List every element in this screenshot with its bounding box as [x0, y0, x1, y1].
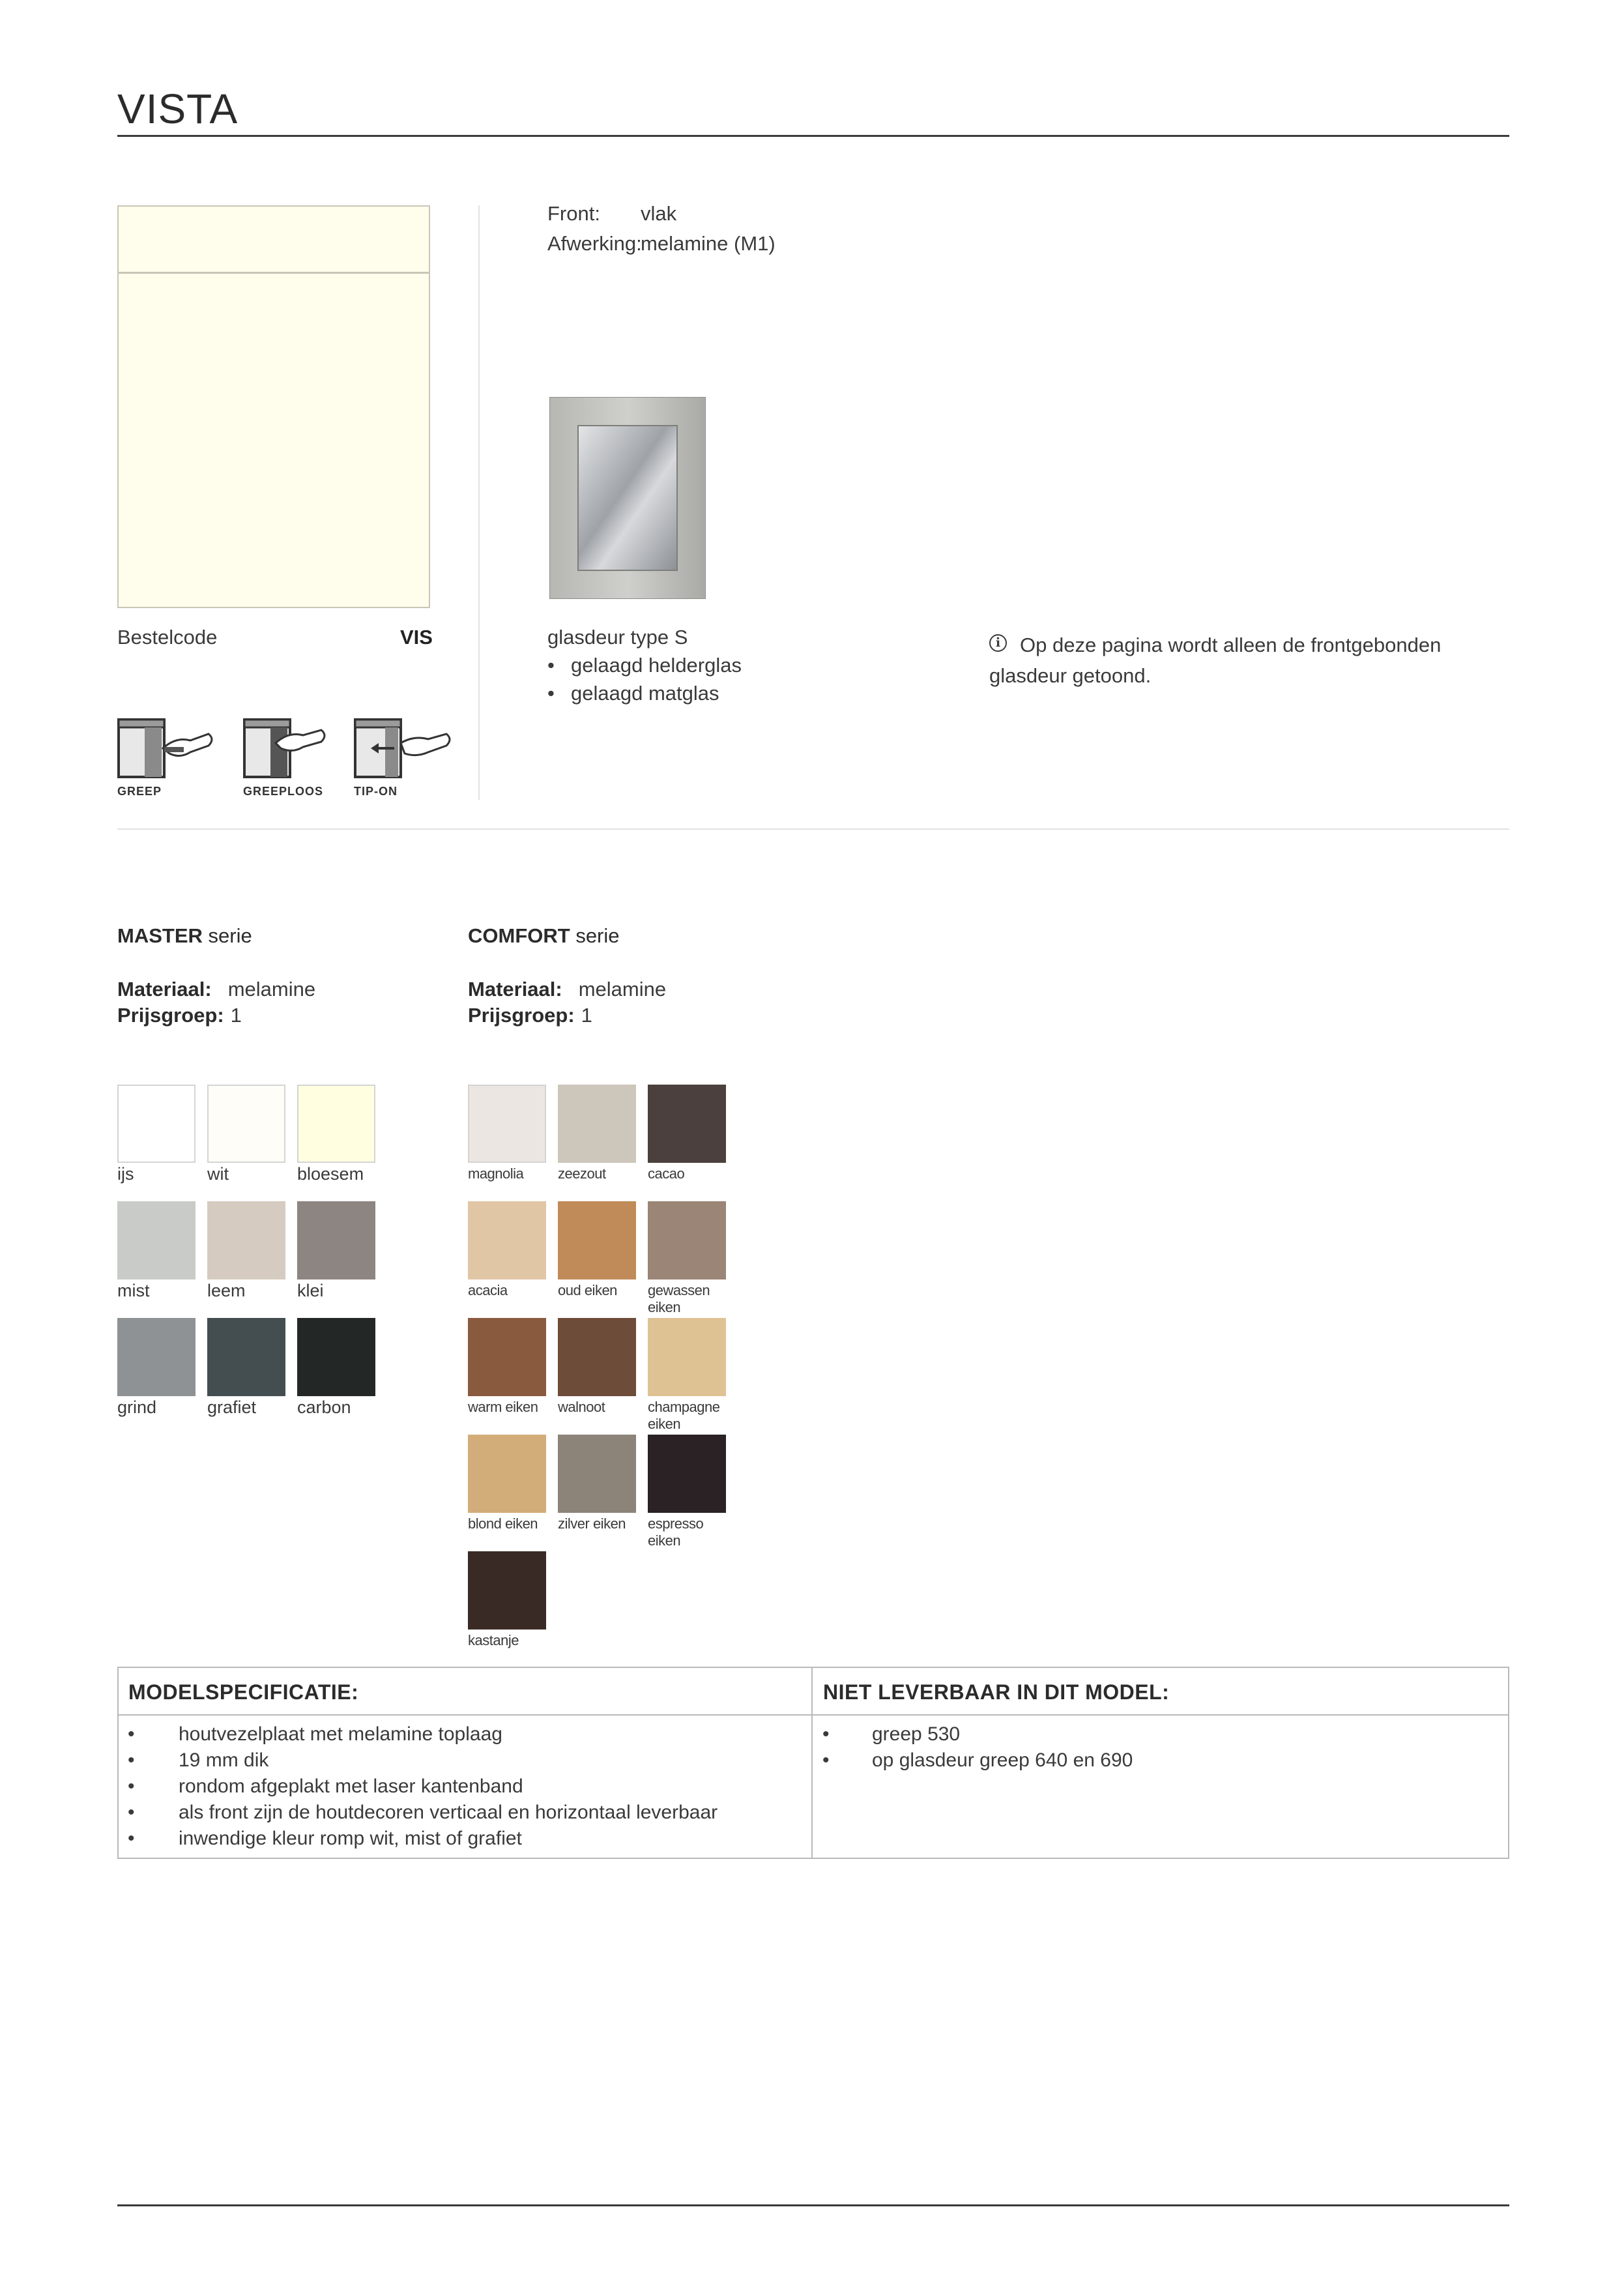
bullet: • — [128, 1802, 135, 1823]
tip-on-icon — [354, 717, 458, 795]
swatch-label: zilver eiken — [558, 1515, 626, 1532]
greep-caption: GREEP — [117, 785, 162, 798]
spec-afwerking-value: melamine (M1) — [641, 232, 776, 255]
materiaal-label: Materiaal: — [468, 978, 562, 1001]
glass-door-title: glasdeur type S — [547, 626, 688, 649]
spec-list-item — [128, 1749, 268, 1772]
spec-item-text: 19 mm dik — [179, 1749, 269, 1771]
greep-icon — [117, 717, 222, 795]
swatch-label: cacao — [648, 1165, 685, 1182]
swatch-walnoot — [558, 1318, 636, 1396]
swatch-label: acacia — [468, 1282, 508, 1298]
swatch-acacia — [468, 1201, 546, 1279]
spec-afwerking-label: Afwerking: — [547, 232, 642, 255]
swatch-mist — [117, 1201, 196, 1279]
swatch-zilver-eiken — [558, 1435, 636, 1513]
tip-on-caption: TIP-ON — [354, 785, 398, 798]
swatch-label: espresso eiken — [648, 1515, 704, 1549]
materiaal-label: Materiaal: — [117, 978, 212, 1001]
master-prijsgroep — [117, 1004, 242, 1027]
swatch-label: gewassen eiken — [648, 1282, 710, 1315]
page-title: VISTA — [117, 85, 239, 132]
greeploos-icon — [243, 717, 347, 795]
swatch-label: mist — [117, 1281, 150, 1300]
swatch-wit — [207, 1085, 285, 1163]
prijsgroep-label: Prijsgroep: — [468, 1004, 575, 1027]
serie-name: COMFORT — [468, 924, 570, 947]
spec-front-value: vlak — [641, 202, 677, 225]
swatch-label: champagne eiken — [648, 1399, 720, 1432]
bullet: • — [822, 1749, 830, 1771]
serie-name: MASTER — [117, 924, 203, 947]
bullet: • — [547, 654, 555, 677]
bestelcode-value: VIS — [400, 626, 433, 649]
bullet: • — [547, 682, 555, 705]
table-column-divider — [811, 1667, 813, 1859]
bullet: • — [822, 1723, 830, 1745]
swatch-champagne-eiken — [648, 1318, 726, 1396]
comfort-prijsgroep — [468, 1004, 592, 1027]
swatch-label: leem — [207, 1281, 246, 1300]
prijsgroep-value: 1 — [581, 1004, 592, 1027]
spec-item-text: houtvezelplaat met melamine toplaag — [179, 1723, 502, 1745]
comfort-serie-title — [468, 924, 620, 948]
swatch-label: walnoot — [558, 1399, 605, 1415]
swatch-zeezout — [558, 1085, 636, 1163]
spec-item-text: inwendige kleur romp wit, mist of grafiet — [179, 1828, 522, 1849]
prijsgroep-value: 1 — [230, 1004, 242, 1027]
bullet: • — [128, 1828, 135, 1849]
master-materiaal — [117, 978, 315, 1001]
swatch-klei — [297, 1201, 375, 1279]
section-rule — [117, 828, 1509, 830]
swatch-kastanje — [468, 1551, 546, 1630]
front-image — [117, 205, 430, 608]
serie-suffix: serie — [202, 924, 252, 947]
swatch-label: bloesem — [297, 1164, 364, 1184]
swatch-label: wit — [207, 1164, 229, 1184]
master-serie-title — [117, 924, 252, 948]
comfort-materiaal — [468, 978, 666, 1001]
front-image-division — [117, 272, 430, 274]
spec-list-item — [128, 1802, 718, 1824]
niet-leverbaar-item — [822, 1723, 960, 1746]
swatch-grafiet — [207, 1318, 285, 1396]
materiaal-value: melamine — [227, 978, 316, 1001]
swatch-label: oud eiken — [558, 1282, 617, 1298]
swatch-label: klei — [297, 1281, 324, 1300]
bullet: • — [128, 1723, 135, 1745]
swatch-espresso-eiken — [648, 1435, 726, 1513]
info-text: Op deze pagina wordt alleen de frontgebonden glasdeur getoond. — [989, 634, 1442, 687]
prijsgroep-label: Prijsgroep: — [117, 1004, 224, 1027]
swatch-blond-eiken — [468, 1435, 546, 1513]
table-header-divider — [117, 1714, 1509, 1716]
swatch-label: warm eiken — [468, 1399, 538, 1415]
spec-front-label: Front: — [547, 202, 600, 225]
spec-list-item — [128, 1723, 502, 1746]
greeploos-caption: GREEPLOOS — [243, 785, 324, 798]
serie-suffix: serie — [570, 924, 620, 947]
swatch-carbon — [297, 1318, 375, 1396]
glass-item-label: gelaagd matglas — [571, 682, 719, 705]
spec-item-text: als front zijn de houtdecoren verticaal en horizontaal leverbaar — [179, 1802, 718, 1823]
bullet: • — [128, 1749, 135, 1771]
swatch-label: kastanje — [468, 1632, 519, 1648]
swatch-cacao — [648, 1085, 726, 1163]
materiaal-value: melamine — [578, 978, 667, 1001]
glass-item — [547, 654, 742, 677]
swatch-label: carbon — [297, 1397, 351, 1417]
glass-item — [547, 682, 719, 705]
swatch-leem — [207, 1201, 285, 1279]
bestelcode-label: Bestelcode — [117, 626, 218, 649]
header-rule — [117, 135, 1509, 137]
swatch-grind — [117, 1318, 196, 1396]
niet-leverbaar-text: op glasdeur greep 640 en 690 — [872, 1749, 1133, 1771]
info-note — [989, 630, 1511, 691]
modelspecificatie-header: MODELSPECIFICATIE: — [128, 1680, 359, 1704]
bullet: • — [128, 1776, 135, 1797]
swatch-oud-eiken — [558, 1201, 636, 1279]
swatch-ijs — [117, 1085, 196, 1163]
glass-door-image — [549, 397, 706, 599]
swatch-label: zeezout — [558, 1165, 606, 1182]
swatch-magnolia — [468, 1085, 546, 1163]
swatch-label: magnolia — [468, 1165, 524, 1182]
niet-leverbaar-item — [822, 1749, 1133, 1772]
swatch-warm-eiken — [468, 1318, 546, 1396]
niet-leverbaar-text: greep 530 — [872, 1723, 961, 1745]
swatch-label: blond eiken — [468, 1515, 538, 1532]
info-icon: i — [989, 634, 1007, 652]
swatch-bloesem — [297, 1085, 375, 1163]
niet-leverbaar-header: NIET LEVERBAAR IN DIT MODEL: — [823, 1680, 1170, 1704]
swatch-label: grafiet — [207, 1397, 257, 1417]
swatch-gewassen-eiken — [648, 1201, 726, 1279]
footer-rule — [117, 2204, 1509, 2206]
swatch-label: grind — [117, 1397, 157, 1417]
column-divider — [478, 205, 480, 800]
swatch-label: ijs — [117, 1164, 134, 1184]
spec-item-text: rondom afgeplakt met laser kantenband — [179, 1776, 523, 1797]
spec-list-item — [128, 1828, 522, 1850]
spec-list-item — [128, 1776, 523, 1798]
glass-item-label: gelaagd helderglas — [571, 654, 742, 677]
